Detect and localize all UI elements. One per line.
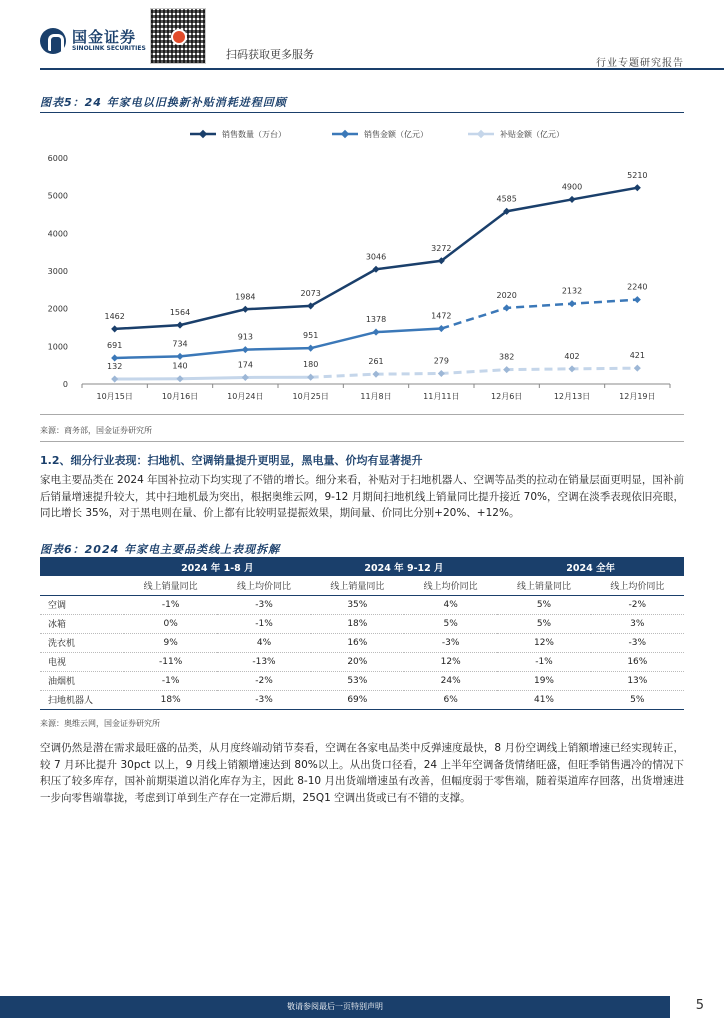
table-cell: 12%	[497, 633, 590, 652]
data-label: 3046	[365, 252, 387, 262]
table-row	[40, 652, 684, 671]
x-tick-label: 10月24日	[227, 392, 264, 401]
data-point	[242, 306, 249, 313]
subhead: 线上销量同比	[497, 576, 590, 595]
data-label: 2020	[496, 290, 517, 300]
y-tick-label: 3000	[47, 267, 68, 276]
qr-code-icon[interactable]	[150, 8, 206, 64]
table-cell: -1%	[217, 614, 310, 633]
subhead: 线上销量同比	[311, 576, 404, 595]
row-label: 电视	[40, 652, 124, 671]
data-label: 4900	[561, 182, 583, 192]
table-cell: 41%	[497, 690, 590, 709]
figure6-source: 来源：奥维云网，国金证券研究所	[40, 719, 160, 728]
table-cell: 12%	[404, 652, 497, 671]
data-point	[111, 375, 118, 382]
data-label: 2132	[561, 286, 583, 296]
data-point	[568, 196, 575, 203]
data-point	[176, 322, 183, 329]
data-label: 3272	[431, 243, 452, 253]
data-label: 1984	[235, 292, 256, 302]
data-label: 2073	[300, 288, 321, 298]
table-cell: 9%	[124, 633, 217, 652]
data-point	[242, 374, 249, 381]
data-point	[307, 345, 314, 352]
legend-marker	[199, 130, 207, 138]
data-label: 421	[629, 351, 645, 361]
x-tick-label: 12月13日	[553, 392, 591, 401]
data-label: 140	[172, 361, 188, 371]
data-label: 2240	[627, 282, 648, 292]
data-point	[634, 296, 641, 303]
legend-label: 补贴金额（亿元）	[500, 130, 564, 139]
data-label: 279	[433, 356, 449, 366]
period-header: 2024 全年	[497, 557, 684, 576]
x-tick-label: 10月15日	[96, 392, 133, 401]
table-cell: 69%	[311, 690, 404, 709]
page-header	[0, 0, 724, 70]
table-row	[40, 595, 684, 614]
table-cell: -13%	[217, 652, 310, 671]
logo-icon	[40, 28, 66, 54]
data-label: 1564	[169, 308, 191, 318]
table-subhead-row	[40, 576, 684, 595]
data-point	[242, 346, 249, 353]
data-label: 180	[303, 360, 319, 370]
table-corner	[40, 557, 124, 576]
figure5-source: 来源：商务部，国金证券研究所	[40, 426, 152, 435]
table-cell: -3%	[404, 633, 497, 652]
data-point	[111, 325, 118, 332]
x-tick-label: 10月16日	[161, 392, 199, 401]
table-cell: 5%	[404, 614, 497, 633]
data-point	[503, 366, 510, 373]
y-tick-label: 1000	[47, 342, 68, 352]
series-line-dashed	[441, 300, 637, 329]
period-header: 2024 年 9-12 月	[311, 557, 498, 576]
series-line-dashed	[311, 368, 638, 377]
figure5-divider	[40, 112, 684, 113]
legend-marker	[477, 130, 485, 138]
logo-cn: 国金证券	[72, 28, 137, 46]
table-cell: 6%	[404, 690, 497, 709]
x-tick-label: 10月25日	[292, 392, 329, 401]
x-tick-label: 11月8日	[360, 392, 392, 401]
page-number: 5	[695, 998, 704, 1013]
table-cell: 18%	[124, 690, 217, 709]
data-point	[568, 300, 575, 307]
section-divider	[40, 441, 684, 442]
table-cell: 20%	[311, 652, 404, 671]
footer-disclaimer: 敬请参阅最后一页特别声明	[0, 996, 670, 1018]
table-row	[40, 690, 684, 709]
table-cell: -1%	[124, 595, 217, 614]
data-point	[372, 329, 379, 336]
table-cell: -2%	[217, 671, 310, 690]
data-label: 174	[237, 360, 253, 370]
table-cell: 53%	[311, 671, 404, 690]
table-cell: 16%	[591, 652, 684, 671]
table-cell: 16%	[311, 633, 404, 652]
table-cell: 35%	[311, 595, 404, 614]
row-label: 扫地机器人	[40, 690, 124, 709]
y-tick-label: 5000	[47, 191, 68, 201]
section-heading: 1.2、细分行业表现：扫地机、空调销量提升更明显，黑电量、价均有显著提升	[40, 454, 423, 467]
data-point	[634, 184, 641, 191]
table-cell: 4%	[404, 595, 497, 614]
data-point	[111, 354, 118, 361]
table-cell: 3%	[591, 614, 684, 633]
data-point	[503, 304, 510, 311]
table-cell: -11%	[124, 652, 217, 671]
table-cell: -1%	[124, 671, 217, 690]
row-label: 油烟机	[40, 671, 124, 690]
company-logo	[40, 28, 146, 54]
section-tag: 行业专题研究报告	[596, 58, 684, 69]
data-point	[438, 370, 445, 377]
legend-label: 销售金额（亿元）	[364, 130, 428, 139]
data-point	[307, 374, 314, 381]
data-label: 1462	[104, 311, 125, 321]
row-label: 空调	[40, 595, 124, 614]
table-cell: 18%	[311, 614, 404, 633]
data-point	[634, 365, 641, 372]
y-tick-label: 0	[62, 380, 68, 389]
table-row	[40, 614, 684, 633]
table-cell: 13%	[591, 671, 684, 690]
table-row	[40, 633, 684, 652]
data-point	[372, 371, 379, 378]
data-label: 402	[564, 351, 580, 361]
data-label: 691	[107, 340, 123, 350]
data-point	[568, 365, 575, 372]
table-cell: 5%	[591, 690, 684, 709]
table-cell: 5%	[497, 595, 590, 614]
y-tick-label: 6000	[47, 154, 68, 163]
data-label: 382	[499, 352, 515, 362]
data-point	[176, 353, 183, 360]
table-period-row	[40, 557, 684, 576]
y-tick-label: 2000	[47, 304, 68, 314]
table-cell: -3%	[591, 633, 684, 652]
table-cell: 24%	[404, 671, 497, 690]
table-cell: -3%	[217, 595, 310, 614]
data-label: 132	[107, 362, 123, 372]
data-label: 734	[172, 339, 188, 349]
table-row	[40, 671, 684, 690]
period-header: 2024 年 1-8 月	[124, 557, 311, 576]
x-tick-label: 12月6日	[491, 392, 523, 401]
data-point	[438, 325, 445, 332]
table-cell: 5%	[497, 614, 590, 633]
qr-label: 扫码获取更多服务	[226, 48, 314, 61]
data-label: 1378	[365, 315, 387, 325]
paragraph-2: 空调仍然是潜在需求最旺盛的品类，从月度终端动销节奏看，空调在各家电品类中反弹速度最快，8 月份空调线上销额增速已经实现转正，较 7 月环比提升 30pct 以上，9 月线上销额增速达到 80%以上。从出货口径看，24 上半年空调备货情绪旺盛，但旺季销售遇冷的情况下积压了较多库存，国补前期渠道以消化库存为主，因此 8-10 月出货端增速虽有改善，但幅度弱于零售端，随着渠道库存回落，出货增速进一步向零售端靠拢，考虑到订单到生产存在一定滞后期，25Q1 空调出货或已有不错的支撑。	[40, 742, 684, 804]
table-cell: 19%	[497, 671, 590, 690]
logo-en: SINOLINK SECURITIES	[72, 45, 146, 52]
table-cell: -1%	[497, 652, 590, 671]
subhead: 线上均价同比	[217, 576, 310, 595]
row-label: 冰箱	[40, 614, 124, 633]
subhead: 线上均价同比	[591, 576, 684, 595]
subhead: 线上均价同比	[404, 576, 497, 595]
legend-marker	[341, 130, 349, 138]
y-tick-label: 4000	[47, 229, 68, 239]
data-label: 261	[368, 357, 384, 367]
data-label: 5210	[627, 170, 648, 180]
figure5-source-divider	[40, 414, 684, 415]
subhead: 线上销量同比	[124, 576, 217, 595]
table-cell: -2%	[591, 595, 684, 614]
data-label: 913	[237, 332, 253, 342]
table-cell: 0%	[124, 614, 217, 633]
x-tick-label: 12月19日	[619, 392, 656, 401]
row-label: 洗衣机	[40, 633, 124, 652]
data-point	[176, 375, 183, 382]
table-cell: -3%	[217, 690, 310, 709]
data-label: 951	[303, 331, 319, 341]
figure6-table	[40, 557, 684, 710]
figure6-title: 图表6：2024 年家电主要品类线上表现拆解	[40, 543, 281, 556]
series-line	[115, 377, 311, 379]
header-divider	[40, 68, 724, 70]
table-cell: 4%	[217, 633, 310, 652]
legend-label: 销售数量（万台）	[222, 130, 286, 139]
figure5-chart	[40, 120, 684, 410]
series-line	[115, 329, 442, 358]
data-label: 4585	[496, 194, 517, 204]
figure5-title: 图表5：24 年家电以旧换新补贴消耗进程回顾	[40, 96, 287, 109]
x-tick-label: 11月11日	[423, 392, 460, 401]
data-label: 1472	[431, 311, 452, 321]
paragraph-1: 家电主要品类在 2024 年国补拉动下均实现了不错的增长。细分来看，补贴对于扫地机器人、空调等品类的拉动在销量层面更明显，国补前后销量增速提升较大，其中扫地机最为突出，根据奥维云网，9-12 月期间扫地机线上销量同比提升接近 70%，空调在淡季表现依旧亮眼，同比增长 35%，对于黑电则在量、价上都有比较明显提振效果，期间量、价同比分别+20%、+12%。	[40, 474, 684, 519]
